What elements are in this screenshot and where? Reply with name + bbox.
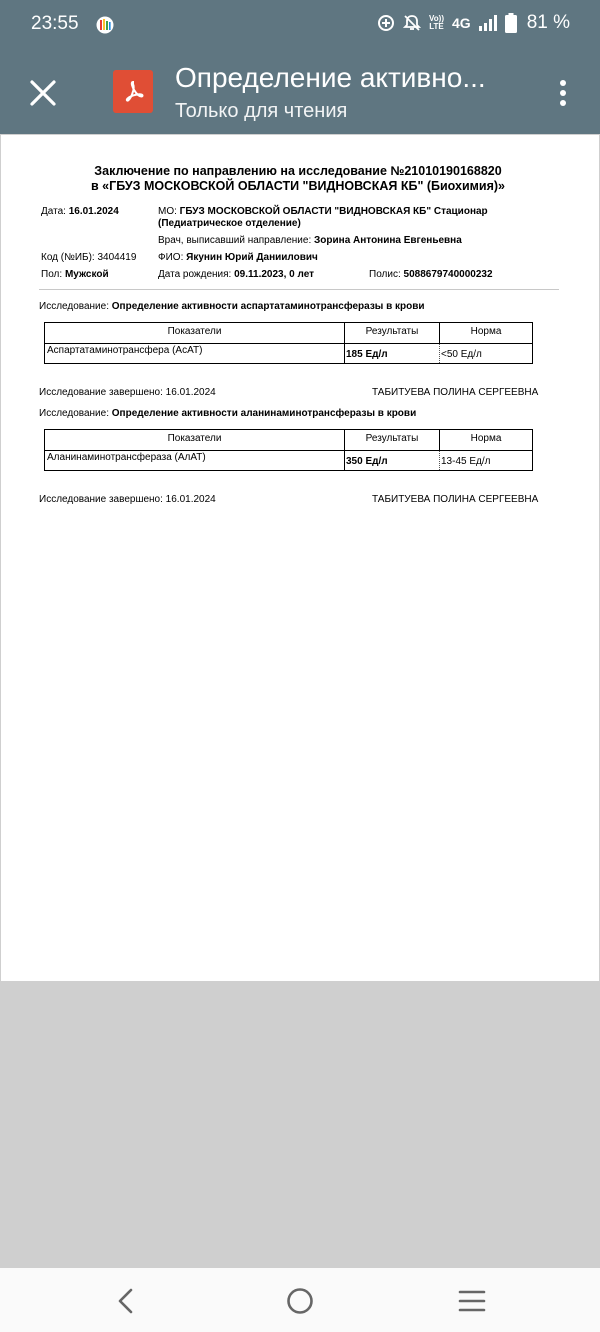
doctor-row: Врач, выписавший направление: Зорина Антонина Евгеньевна [158,235,462,246]
app-bar [0,50,600,134]
study-title: Исследование: Определение активности аланинаминотрансферазы в крови [39,408,417,419]
table-header-row: Показатели Результаты Норма [45,430,532,450]
mo-row-line2: (Педиатрическое отделение) [158,218,301,229]
study-completed: Исследование завершено: 16.01.2024 [39,494,216,505]
signal-icon [479,15,497,31]
battery-icon [505,13,517,33]
birth-row: Дата рождения: 09.11.2023, 0 лет [158,269,315,280]
sex-row: Пол: Мужской [41,269,109,280]
study-completed: Исследование завершено: 16.01.2024 [39,387,216,398]
table-row: Аспартатаминотрансфера (АсАТ) 185 Ед/л <50 Ед/л [45,343,532,363]
mo-row: МО: ГБУЗ МОСКОВСКОЙ ОБЛАСТИ "ВИДНОВСКАЯ КБ" Стационар [158,206,488,217]
table-row: Аланинаминотрансфераза (АлАТ) 350 Ед/л 13-45 Ед/л [45,450,532,470]
network-type: 4G [452,15,471,31]
data-saver-icon [377,14,395,32]
polis-row: Полис: 5088679740000232 [369,269,493,280]
volte-indicator: Vo)) LTE [429,14,444,31]
study-performer: ТАБИТУЕВА ПОЛИНА СЕРГЕЕВНА [372,387,539,398]
recent-apps-icon[interactable] [455,1284,489,1318]
pdf-page [1,135,599,981]
study-title: Исследование: Определение активности аспартатаминотрансферазы в крови [39,301,425,312]
back-icon[interactable] [109,1284,143,1318]
document-title: Определение активно... [175,62,486,93]
system-navigation-bar [0,1268,600,1332]
results-table [44,322,533,364]
status-time: 23:55 [31,13,79,34]
study-performer: ТАБИТУЕВА ПОЛИНА СЕРГЕЕВНА [372,494,539,505]
close-icon[interactable] [24,74,62,112]
status-icons [377,12,570,34]
table-header-row: Показатели Результаты Норма [45,323,532,343]
read-only-label: Только для чтения [175,100,348,122]
divider [39,289,559,290]
fio-row: ФИО: Якунин Юрий Даниилович [158,252,318,263]
notifications-off-icon [403,14,421,32]
code-row: Код (№ИБ): 3404419 [41,252,137,263]
more-options-icon[interactable] [553,78,573,108]
status-bar [0,0,600,50]
home-icon[interactable] [283,1284,317,1318]
results-table [44,429,533,471]
app-notification-icon [96,16,114,34]
date-row: Дата: 16.01.2024 [41,206,119,217]
pdf-file-icon [113,70,153,113]
battery-percent: 81 % [526,12,570,33]
document-heading: Заключение по направлению на исследование №21010190168820 в «ГБУЗ МОСКОВСКОЙ ОБЛАСТИ "ВИДНОВСКАЯ КБ" (Биохимия)» [91,164,505,193]
